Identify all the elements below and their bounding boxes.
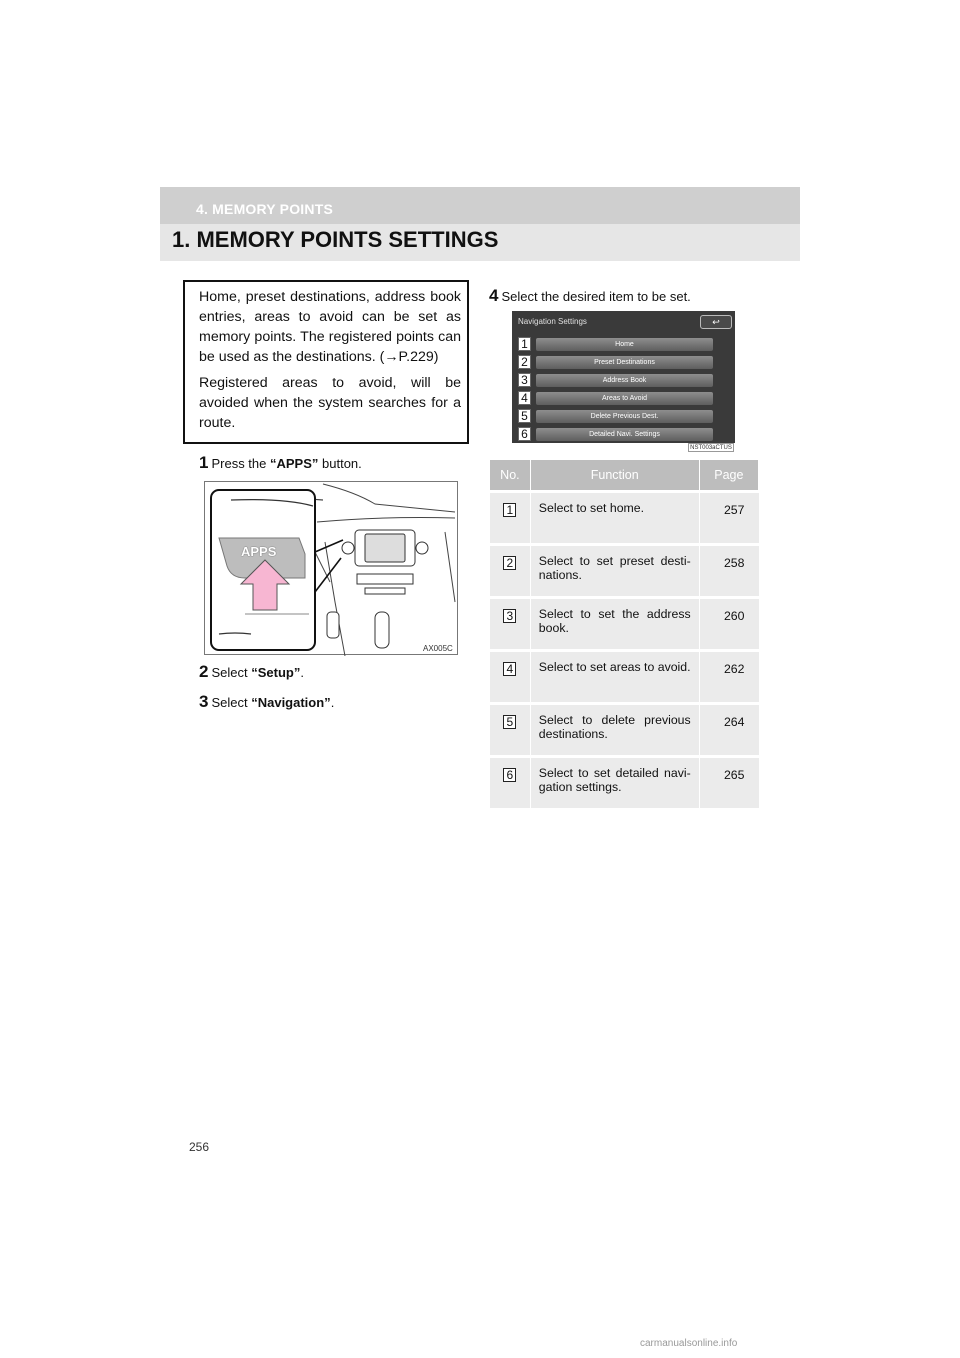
column-header-no: No. xyxy=(490,460,531,492)
no-cell xyxy=(490,651,531,704)
table-row xyxy=(490,704,759,757)
callout-number: 6 xyxy=(518,427,531,441)
screen-code: NST003aCTUS xyxy=(688,443,734,452)
page-title: 1. MEMORY POINTS SETTINGS xyxy=(172,227,499,252)
no-cell xyxy=(490,492,531,545)
dashboard-illustration xyxy=(205,482,459,656)
callout-number: 5 xyxy=(518,409,531,423)
function-cell: Select to set home. xyxy=(530,492,699,545)
item-number: 1 xyxy=(503,503,516,517)
page-cell[interactable]: 258 xyxy=(699,545,758,598)
item-number: 5 xyxy=(503,715,516,729)
function-cell: Select to set detailed navi-gation settings. xyxy=(530,757,699,809)
step-3 xyxy=(199,692,334,712)
step-text: Select xyxy=(211,695,252,710)
intro-box xyxy=(183,280,469,444)
no-cell xyxy=(490,545,531,598)
page-cell[interactable]: 257 xyxy=(699,492,758,545)
page-cell[interactable]: 260 xyxy=(699,598,758,651)
no-cell xyxy=(490,598,531,651)
table-row xyxy=(490,651,759,704)
step-text: Select the desired item to be set. xyxy=(501,289,691,304)
callout-number: 3 xyxy=(518,373,531,387)
item-number: 4 xyxy=(503,662,516,676)
callout-number: 2 xyxy=(518,355,531,369)
step-bold: “Setup” xyxy=(251,665,301,680)
function-table xyxy=(489,459,759,808)
table-header-row xyxy=(490,460,759,492)
step-bold: “Navigation” xyxy=(251,695,331,710)
step-text: . xyxy=(300,665,304,680)
step-4 xyxy=(489,286,691,306)
menu-button-preset-destinations[interactable]: Preset Destinations xyxy=(536,356,713,369)
screen-title: Navigation Settings xyxy=(518,317,587,326)
intro-paragraph-1: Home, preset destinations, address book entries, areas to avoid can be set as memory points. The registered points can be used as the destinations. (→P.229) xyxy=(199,289,461,365)
step-text: . xyxy=(330,695,335,710)
page-number: 256 xyxy=(189,1140,210,1154)
no-cell xyxy=(490,704,531,757)
step-number: 3 xyxy=(199,692,209,711)
intro-paragraph-2: Registered areas to avoid, will be avoided when the system searches for a route. xyxy=(199,375,461,431)
step-number: 2 xyxy=(199,662,209,681)
step-number: 1 xyxy=(199,453,209,472)
menu-button-areas-to-avoid[interactable]: Areas to Avoid xyxy=(536,392,713,405)
figure-code: AX005C xyxy=(423,644,453,653)
apps-label: APPS xyxy=(241,544,277,559)
table-row xyxy=(490,545,759,598)
step-bold: “APPS” xyxy=(270,456,319,471)
step-number: 4 xyxy=(489,286,499,305)
item-number: 2 xyxy=(503,556,516,570)
table-row xyxy=(490,757,759,809)
step-text: Select xyxy=(211,665,252,680)
step-2 xyxy=(199,662,304,682)
callout-number: 1 xyxy=(518,337,531,351)
step-text: button. xyxy=(318,456,362,471)
page-cell[interactable]: 262 xyxy=(699,651,758,704)
column-header-function: Function xyxy=(530,460,699,492)
table-row xyxy=(490,598,759,651)
footer-watermark: carmanualsonline.info xyxy=(640,1338,738,1349)
function-cell: Select to set areas to avoid. xyxy=(530,651,699,704)
menu-button-delete-previous[interactable]: Delete Previous Dest. xyxy=(536,410,713,423)
back-arrow-icon[interactable]: ↩ xyxy=(700,315,732,329)
menu-button-home[interactable]: Home xyxy=(536,338,713,351)
item-number: 6 xyxy=(503,768,516,782)
page-cell[interactable]: 264 xyxy=(699,704,758,757)
function-cell: Select to set preset desti-nations. xyxy=(530,545,699,598)
step-1 xyxy=(199,453,362,473)
function-cell: Select to delete previous destinations. xyxy=(530,704,699,757)
menu-button-detailed-navi[interactable]: Detailed Navi. Settings xyxy=(536,428,713,441)
no-cell xyxy=(490,757,531,809)
column-header-page: Page xyxy=(699,460,758,492)
item-number: 3 xyxy=(503,609,516,623)
menu-button-address-book[interactable]: Address Book xyxy=(536,374,713,387)
dashboard-figure xyxy=(204,481,458,655)
page-cell[interactable]: 265 xyxy=(699,757,758,809)
step-text: Press the xyxy=(211,456,270,471)
callout-number: 4 xyxy=(518,391,531,405)
section-label: 4. MEMORY POINTS xyxy=(196,201,333,217)
function-cell: Select to set the address book. xyxy=(530,598,699,651)
table-row xyxy=(490,492,759,545)
